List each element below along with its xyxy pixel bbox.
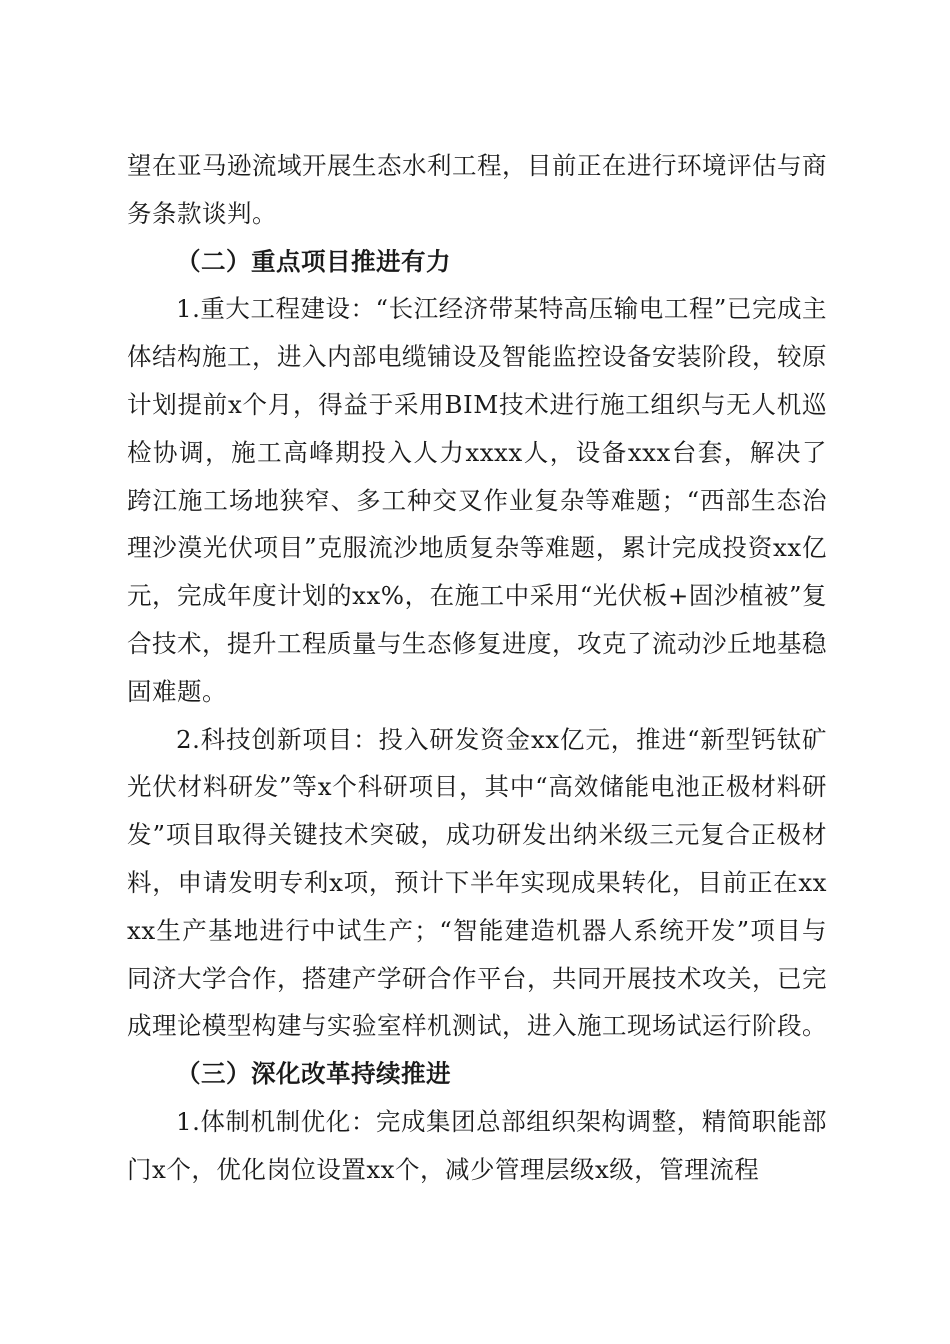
- paragraph-institutional-reform: 1.体制机制优化：完成集团总部组织架构调整，精简职能部门x个，优化岗位设置xx个，减少管理层级x级，管理流程: [127, 1106, 827, 1184]
- paragraph-continuation: 望在亚马逊流域开展生态水利工程，目前正在进行环境评估与商务条款谈判。: [127, 151, 827, 228]
- document-body: [127, 142, 827, 1194]
- section-heading-3: （三）深化改革持续推进: [176, 1059, 451, 1089]
- paragraph-major-projects: 1.重大工程建设：“长江经济带某特高压输电工程”已完成主体结构施工，进入内部电缆铺设及智能监控设备安装阶段，较原计划提前x个月，得益于采用BIM技术进行施工组织与无人机巡检协调，施工高峰期投入人力xxxx人，设备xxx台套，解决了跨江施工场地狭窄、多工种交叉作业复杂等难题；“西部生态治理沙漠光伏项目”克服流沙地质复杂等难题，累计完成投资xx亿元，完成年度计划的xx%，在施工中采用“光伏板+固沙植被”复合技术，提升工程质量与生态修复进度，攻克了流动沙丘地基稳固难题。: [127, 294, 827, 706]
- paragraph-tech-innovation: 2.科技创新项目：投入研发资金xx亿元，推进“新型钙钛矿光伏材料研发”等x个科研项目，其中“高效储能电池正极材料研发”项目取得关键技术突破，成功研发出纳米级三元复合正极材料，申请发明专利x项，预计下半年实现成果转化，目前正在xxxx生产基地进行中试生产；“智能建造机器人系统开发”项目与同济大学合作，搭建产学研合作平台，共同开展技术攻关，已完成理论模型构建与实验室样机测试，进入施工现场试运行阶段。: [127, 724, 827, 1041]
- section-heading-2: （二）重点项目推进有力: [176, 246, 451, 276]
